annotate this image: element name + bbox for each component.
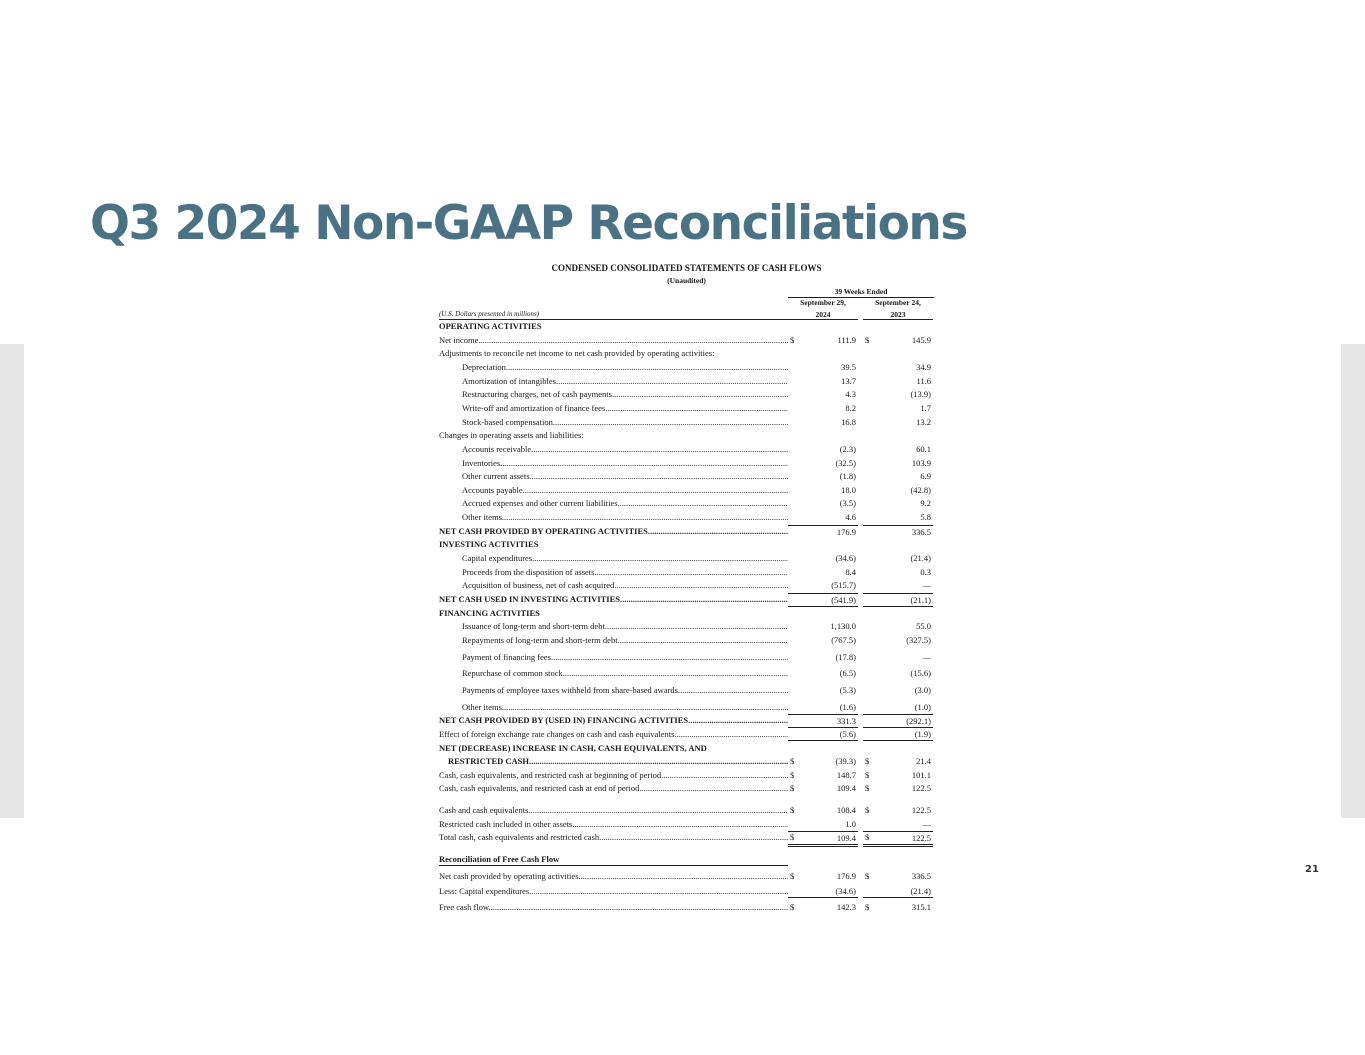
value-2023: 55.0 <box>916 621 931 632</box>
table-row <box>439 593 934 605</box>
dollar-sign: $ <box>790 832 795 843</box>
value-2024: (34.6) <box>788 885 858 898</box>
row-label: Cash, cash equivalents, and restricted cash at beginning of period ..... <box>439 769 788 781</box>
table-row <box>439 714 934 726</box>
value-2024: 142.3 <box>836 902 856 912</box>
dollar-sign: $ <box>790 769 795 780</box>
right-side-bar <box>1341 344 1365 818</box>
statement-subtitle: (Unaudited) <box>667 276 706 285</box>
value-2024: 4.6 <box>845 512 856 523</box>
page-number: 21 <box>1305 864 1319 875</box>
table-row <box>439 831 934 843</box>
row-label: Stock-based compensation ..... <box>439 416 788 428</box>
table-row <box>439 742 934 754</box>
units-note: (U.S. Dollars presented in millions) <box>439 310 788 320</box>
row-label: RESTRICTED CASH ..... <box>439 755 788 767</box>
value-2023: (21.4) <box>863 885 933 898</box>
value-2023: 9.2 <box>920 498 931 509</box>
value-2023: (292.1) <box>863 714 933 728</box>
row-label: Restricted cash included in other assets ..... <box>439 818 788 830</box>
dollar-sign: $ <box>790 870 795 881</box>
value-2023: 5.8 <box>920 512 931 523</box>
value-2024: (1.8) <box>839 471 856 482</box>
dollar-sign: $ <box>865 902 870 912</box>
value-2024: 8.4 <box>845 566 856 577</box>
table-row <box>439 651 934 663</box>
value-2023: (15.6) <box>910 668 931 679</box>
table-row <box>439 429 934 441</box>
value-2024: 39.5 <box>841 361 856 372</box>
value-2024: (17.8) <box>835 651 856 662</box>
table-row <box>439 497 934 509</box>
row-label: Free cash flow ..... <box>439 901 788 913</box>
row-label: Accounts receivable ..... <box>439 443 788 455</box>
value-2024: (6.5) <box>839 668 856 679</box>
value-2023: — <box>922 651 931 662</box>
dollar-sign: $ <box>790 805 795 816</box>
table-row <box>439 769 934 781</box>
row-label: INVESTING ACTIVITIES <box>439 539 539 550</box>
col2-year-header: 2023 <box>863 310 933 320</box>
value-2023: — <box>922 580 931 591</box>
value-2023: (3.0) <box>914 684 931 695</box>
row-label: Accounts payable ..... <box>439 484 788 496</box>
value-2024: 148.7 <box>836 769 856 780</box>
row-label: Accrued expenses and other current liabilities ..... <box>439 497 788 509</box>
row-label: Effect of foreign exchange rate changes on cash and cash equivalents ..... <box>439 728 788 740</box>
value-2023: (1.0) <box>914 701 931 712</box>
table-row <box>439 885 934 897</box>
table-row <box>439 334 934 346</box>
table-row <box>439 470 934 482</box>
table-row <box>439 347 934 359</box>
dollar-sign: $ <box>865 756 870 767</box>
value-2023: (13.9) <box>910 389 931 400</box>
table-row <box>439 804 934 816</box>
value-2023: (42.8) <box>910 484 931 495</box>
row-label: Depreciation ..... <box>439 361 788 373</box>
dollar-sign: $ <box>865 783 870 794</box>
value-2024: 8.2 <box>845 402 856 413</box>
table-row <box>439 634 934 646</box>
row-label: NET (DECREASE) INCREASE IN CASH, CASH EQUIVALENTS, AND <box>439 742 707 753</box>
value-2023: (327.5) <box>906 634 931 645</box>
table-row <box>439 361 934 373</box>
table-row <box>439 701 934 713</box>
table-row <box>439 620 934 632</box>
col2-date-header: September 24, <box>875 298 921 307</box>
value-2024: (515.7) <box>831 580 856 591</box>
row-label: OPERATING ACTIVITIES <box>439 321 542 331</box>
value-2024: 1,130.0 <box>830 621 856 632</box>
value-2023: (21.1) <box>863 593 933 607</box>
value-2023: 336.5 <box>863 525 933 538</box>
value-2024: (5.6) <box>788 728 858 741</box>
dollar-sign: $ <box>865 870 870 881</box>
dollar-sign: $ <box>790 334 795 345</box>
table-row <box>439 484 934 496</box>
row-label: NET CASH PROVIDED BY (USED IN) FINANCING ACTIVITIES ..... <box>439 714 788 726</box>
row-label: Amortization of intangibles ..... <box>439 375 788 387</box>
dollar-sign: $ <box>865 805 870 816</box>
table-row <box>439 901 934 913</box>
row-label: Inventories ..... <box>439 457 788 469</box>
value-2023: 13.2 <box>916 416 931 427</box>
dollar-sign: $ <box>865 334 870 345</box>
value-2024: (1.6) <box>839 701 856 712</box>
value-2024: 13.7 <box>841 375 856 386</box>
statement-title: CONDENSED CONSOLIDATED STATEMENTS OF CASH FLOWS <box>551 263 822 273</box>
table-row <box>439 728 934 740</box>
value-2024: (34.6) <box>835 553 856 563</box>
value-2024: (32.5) <box>835 457 856 468</box>
row-label: Restructuring charges, net of cash payments ..... <box>439 388 788 400</box>
value-2024: (541.9) <box>788 593 858 607</box>
row-label: Net cash provided by operating activities ..... <box>439 870 788 882</box>
row-label: Total cash, cash equivalents and restricted cash ..... <box>439 831 788 843</box>
table-row <box>439 552 934 564</box>
row-label: Repayments of long-term and short-term debt ..... <box>439 634 788 646</box>
row-label: NET CASH USED IN INVESTING ACTIVITIES ..... <box>439 593 788 605</box>
row-label: Proceeds from the disposition of assets ..... <box>439 566 788 578</box>
value-2024: 111.9 <box>837 334 856 345</box>
table-row <box>439 320 934 332</box>
table-row <box>439 818 934 830</box>
value-2023: — <box>922 818 931 829</box>
table-row <box>439 525 934 537</box>
value-2024: (5.3) <box>839 684 856 695</box>
row-label: Less: Capital expenditures ..... <box>439 885 788 897</box>
row-label: Acquisition of business, net of cash acquired ..... <box>439 579 788 591</box>
value-2024: 176.9 <box>788 525 858 538</box>
table-row <box>439 402 934 414</box>
row-label: Other items ..... <box>439 511 788 523</box>
row-label: Capital expenditures ..... <box>439 552 788 564</box>
row-label: NET CASH PROVIDED BY OPERATING ACTIVITIES ..... <box>439 525 788 537</box>
row-label: FINANCING ACTIVITIES <box>439 607 540 618</box>
value-2024: 4.3 <box>845 389 856 400</box>
value-2024: (2.3) <box>839 443 856 454</box>
value-2023: 315.1 <box>911 902 931 912</box>
slide-title: Q3 2024 Non-GAAP Reconciliations <box>90 196 967 251</box>
table-row <box>439 416 934 428</box>
table-row <box>439 443 934 455</box>
value-2023: 60.1 <box>916 443 931 454</box>
value-2023: (1.9) <box>863 728 933 741</box>
row-label: Reconciliation of Free Cash Flow <box>439 853 788 866</box>
table-row <box>439 511 934 523</box>
row-label: Cash, cash equivalents, and restricted cash at end of period ..... <box>439 782 788 794</box>
value-2023: 1.7 <box>920 402 931 413</box>
col1-year-header: 2024 <box>788 310 858 320</box>
row-label: Write-off and amortization of finance fees ..... <box>439 402 788 414</box>
value-2024: 18.0 <box>841 484 856 495</box>
value-2024: 108.4 <box>836 805 856 816</box>
table-row <box>439 579 934 591</box>
table-row <box>439 607 934 619</box>
row-label: Payments of employee taxes withheld from share-based awards ..... <box>439 684 788 696</box>
row-label: Payment of financing fees ..... <box>439 651 788 663</box>
dollar-sign: $ <box>790 783 795 794</box>
left-side-bar <box>0 344 24 818</box>
value-2023: 122.5 <box>911 783 931 794</box>
table-row <box>439 388 934 400</box>
dollar-sign: $ <box>790 902 795 912</box>
dollar-sign: $ <box>865 832 870 843</box>
table-row <box>439 667 934 679</box>
table-row <box>439 457 934 469</box>
row-label: Other items ..... <box>439 701 788 713</box>
table-row <box>439 755 934 767</box>
table-row <box>439 538 934 550</box>
value-2024: 109.4 <box>836 783 856 794</box>
value-2024: (767.5) <box>831 634 856 645</box>
value-2024: 176.9 <box>836 870 856 881</box>
row-label: Adjustments to reconcile net income to net cash provided by operating activities: <box>439 348 715 359</box>
table-row <box>439 375 934 387</box>
row-label: Net income ..... <box>439 334 788 346</box>
value-2023: 34.9 <box>916 361 931 372</box>
value-2023: 101.1 <box>911 769 931 780</box>
row-label: Repurchase of common stock ..... <box>439 667 788 679</box>
value-2023: 6.9 <box>920 471 931 482</box>
value-2024: 16.8 <box>841 416 856 427</box>
table-row <box>439 782 934 794</box>
row-label: Changes in operating assets and liabilities: <box>439 430 584 441</box>
value-2023: 122.5 <box>863 831 933 847</box>
period-header: 39 Weeks Ended <box>788 287 934 298</box>
value-2023: 122.5 <box>911 805 931 816</box>
dollar-sign: $ <box>790 756 795 767</box>
table-row <box>439 684 934 696</box>
value-2024: 1.0 <box>845 818 856 829</box>
value-2023: 21.4 <box>916 756 931 767</box>
table-row <box>439 566 934 578</box>
row-label: Other current assets ..... <box>439 470 788 482</box>
value-2024: 109.4 <box>788 831 858 847</box>
dollar-sign: $ <box>865 769 870 780</box>
value-2023: 336.5 <box>911 870 931 881</box>
table-row <box>439 853 934 865</box>
value-2024: (3.5) <box>839 498 856 509</box>
value-2023: (21.4) <box>910 553 931 563</box>
value-2023: 145.9 <box>911 334 931 345</box>
value-2024: (39.3) <box>835 756 856 767</box>
value-2024: 331.3 <box>788 714 858 728</box>
value-2023: 0.3 <box>920 566 931 577</box>
col1-date-header: September 29, <box>800 298 846 307</box>
row-label: Issuance of long-term and short-term debt ..... <box>439 620 788 632</box>
value-2023: 103.9 <box>911 457 931 468</box>
table-row <box>439 870 934 882</box>
value-2023: 11.6 <box>916 375 931 386</box>
row-label: Cash and cash equivalents ..... <box>439 804 788 816</box>
